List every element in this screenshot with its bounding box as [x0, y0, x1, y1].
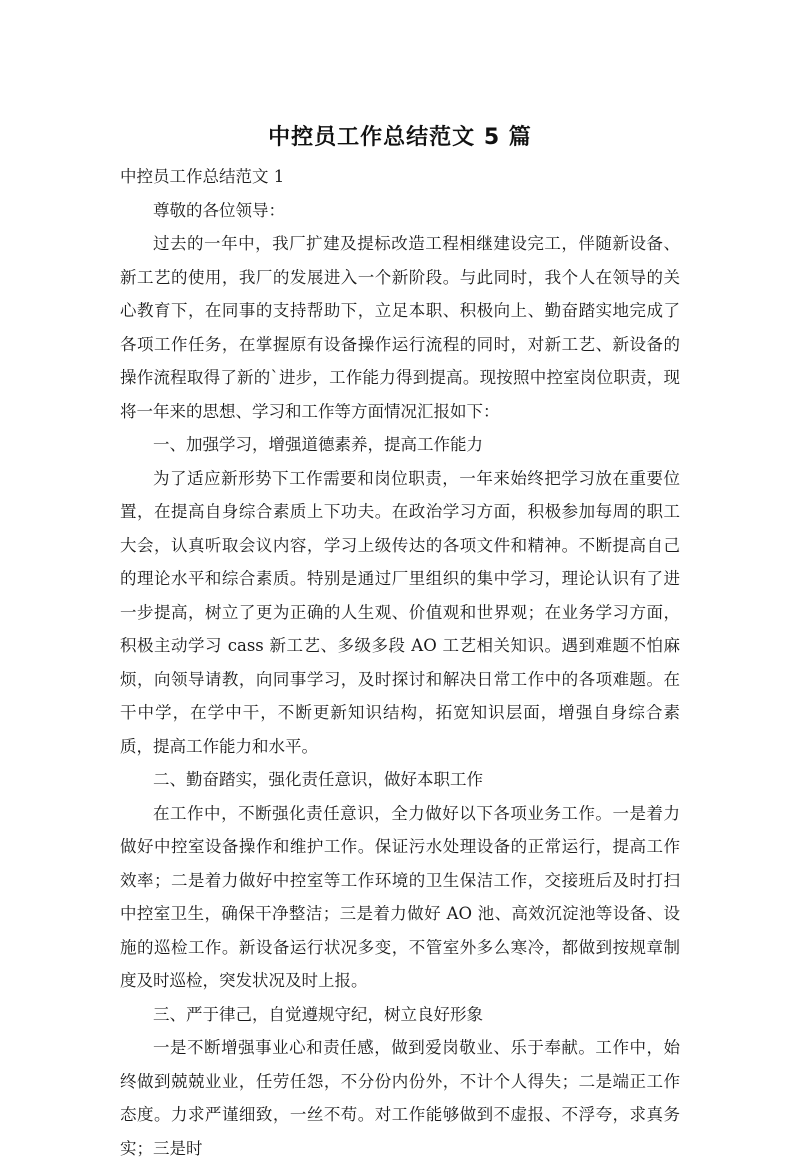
paragraph-discipline: 一是不断增强事业心和责任感，做到爱岗敬业、乐于奉献。工作中，始终做到兢兢业业，任劳任怨，不分份内份外，不计个人得失；二是端正工作态度。力求严谨细致，一丝不苟。对工作能够做到不虚报、不浮夸，求真务实；三是时 [120, 1038, 680, 1158]
salutation: 尊敬的各位领导： [153, 200, 285, 220]
paragraph-intro: 过去的一年中，我厂扩建及提标改造工程相继建设完工，伴随新设备、新工艺的使用，我厂的发展进入一个新阶段。与此同时，我个人在领导的关心教育下，在同事的支持帮助下，立足本职、积极向上、勤奋踏实地完成了各项工作任务，在掌握原有设备操作运行流程的同时，对新工艺、新设备的操作流程取得了新的`进步，工作能力得到提高。现按照中控室岗位职责，现将一年来的思想、学习和工作等方面情况汇报如下： [120, 234, 680, 421]
document-title: 中控员工作总结范文 5 篇 [268, 125, 532, 150]
document-body [120, 160, 680, 1165]
section-subtitle: 中控员工作总结范文 1 [120, 167, 285, 186]
section-heading-3: 三、严于律己，自觉遵规守纪，树立良好形象 [153, 1004, 483, 1024]
section-heading-2: 二、勤奋踏实，强化责任意识，做好本职工作 [153, 770, 483, 789]
paragraph-duty: 在工作中，不断强化责任意识，全力做好以下各项业务工作。一是着力做好中控室设备操作和维护工作。保证污水处理设备的正常运行，提高工作效率；二是着力做好中控室等工作环境的卫生保洁工作，交接班后及时打扫中控室卫生，确保干净整洁；三是着力做好 AO 池、高效沉淀池等设备、设施的巡检工作。新设备运行状况多变，不管室外多么寒冷，都做到按规章制度及时巡检，突发状况及时上报。 [120, 803, 680, 990]
paragraph-study: 为了适应新形势下工作需要和岗位职责，一年来始终把学习放在重要位置，在提高自身综合素质上下功夫。在政治学习方面，积极参加每周的职工大会，认真听取会议内容，学习上级传达的各项文件和精神。不断提高自己的理论水平和综合素质。特别是通过厂里组织的集中学习，理论认识有了进一步提高，树立了更为正确的人生观、价值观和世界观；在业务学习方面，积极主动学习 cass 新工艺、多级多段 AO 工艺相关知识。遇到难题不怕麻烦，向领导请教，向同事学习，及时探讨和解决日常工作中的各项难题。在干中学，在学中干，不断更新知识结构，拓宽知识层面，增强自身综合素质，提高工作能力和水平。 [120, 468, 680, 756]
section-heading-1: 一、加强学习，增强道德素养，提高工作能力 [153, 435, 483, 454]
